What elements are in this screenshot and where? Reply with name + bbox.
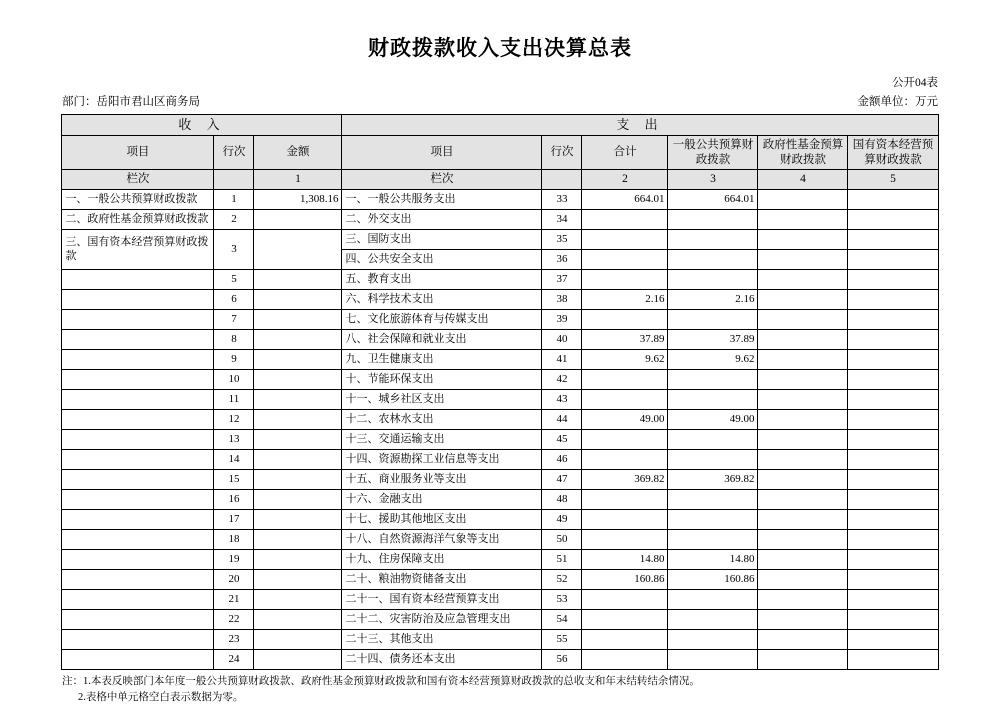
income-line-no: 12 [214,410,254,430]
expense-general: 37.89 [668,330,758,350]
expense-line-no: 41 [542,350,582,370]
expense-fund [758,470,848,490]
expense-capital [848,190,938,210]
header-income-line-no: 行次 [214,136,254,170]
expense-total [582,530,668,550]
table-row [62,650,938,670]
income-amount [254,230,342,270]
expense-item: 五、教育支出 [342,270,542,290]
expense-total: 664.01 [582,190,668,210]
expense-total [582,310,668,330]
expense-general [668,270,758,290]
table-row [62,630,938,650]
expense-fund [758,390,848,410]
expense-line-no: 34 [542,210,582,230]
income-amount [254,570,342,590]
expense-item: 二十、粮油物资储备支出 [342,570,542,590]
expense-line-no: 36 [542,250,582,270]
table-row [62,350,938,370]
department-label: 部门：岳阳市君山区商务局 [62,96,200,108]
expense-line-no: 33 [542,190,582,210]
expense-item: 十八、自然资源海洋气象等支出 [342,530,542,550]
expense-item: 十一、城乡社区支出 [342,390,542,410]
table-row [62,410,938,430]
table-row [62,450,938,470]
document-meta [0,74,1000,114]
income-amount [254,630,342,650]
expense-line-no: 55 [542,630,582,650]
income-item [62,630,214,650]
income-line-no: 6 [214,290,254,310]
expense-line-no: 51 [542,550,582,570]
expense-fund [758,650,848,670]
expense-item: 八、社会保障和就业支出 [342,330,542,350]
expense-item: 二、外交支出 [342,210,542,230]
expense-fund [758,350,848,370]
income-item [62,570,214,590]
expense-item: 二十四、债务还本支出 [342,650,542,670]
income-item [62,510,214,530]
income-line-no: 11 [214,390,254,410]
col-label-income: 栏次 [62,170,214,190]
expense-line-no: 53 [542,590,582,610]
expense-line-no: 54 [542,610,582,630]
expense-fund [758,330,848,350]
expense-capital [848,650,938,670]
expense-fund [758,270,848,290]
header-expense-total: 合计 [582,136,668,170]
expense-capital [848,530,938,550]
expense-total [582,650,668,670]
expense-item: 十、节能环保支出 [342,370,542,390]
expense-capital [848,330,938,350]
income-line-no: 24 [214,650,254,670]
expense-capital [848,490,938,510]
expense-fund [758,510,848,530]
expense-item: 十九、住房保障支出 [342,550,542,570]
col-number-expense-general: 3 [668,170,758,190]
group-header-income: 收 入 [62,115,342,136]
table-row [62,490,938,510]
col-blank-income-line [214,170,254,190]
table-row [62,330,938,350]
expense-general: 14.80 [668,550,758,570]
table-row [62,590,938,610]
expense-total [582,590,668,610]
expense-capital [848,570,938,590]
income-item [62,490,214,510]
expense-line-no: 37 [542,270,582,290]
expense-capital [848,610,938,630]
income-line-no: 8 [214,330,254,350]
income-item: 三、国有资本经营预算财政拨款 [62,230,214,270]
income-amount [254,510,342,530]
income-amount [254,550,342,570]
expense-capital [848,430,938,450]
expense-item: 四、公共安全支出 [342,250,542,270]
expense-item: 一、一般公共服务支出 [342,190,542,210]
income-item [62,550,214,570]
income-line-no: 15 [214,470,254,490]
income-amount [254,310,342,330]
header-income-amount: 金额 [254,136,342,170]
expense-general [668,530,758,550]
table-notes [62,674,938,706]
income-item [62,470,214,490]
table-row [62,370,938,390]
expense-capital [848,210,938,230]
expense-total [582,370,668,390]
group-header-expense: 支 出 [342,115,938,136]
expense-general: 2.16 [668,290,758,310]
table-row [62,190,938,210]
income-item [62,530,214,550]
expense-fund [758,250,848,270]
col-number-income-amount: 1 [254,170,342,190]
expense-total [582,610,668,630]
col-blank-expense-line [542,170,582,190]
expense-item: 六、科学技术支出 [342,290,542,310]
income-amount [254,290,342,310]
expense-fund [758,230,848,250]
expense-line-no: 52 [542,570,582,590]
income-amount [254,210,342,230]
expense-general [668,490,758,510]
income-item [62,590,214,610]
table-row [62,390,938,410]
expense-fund [758,490,848,510]
expense-general [668,230,758,250]
table-row [62,610,938,630]
expense-total: 14.80 [582,550,668,570]
income-amount [254,270,342,290]
header-expense-item: 项目 [342,136,542,170]
income-line-no: 21 [214,590,254,610]
income-line-no: 3 [214,230,254,270]
expense-general [668,210,758,230]
expense-general: 49.00 [668,410,758,430]
expense-item: 十五、商业服务业等支出 [342,470,542,490]
expense-item: 十七、援助其他地区支出 [342,510,542,530]
expense-total [582,430,668,450]
income-amount [254,650,342,670]
expense-capital [848,590,938,610]
header-expense-general-public: 一般公共预算财政拨款 [668,136,758,170]
expense-general [668,310,758,330]
expense-line-no: 48 [542,490,582,510]
expense-item: 十二、农林水支出 [342,410,542,430]
expense-general [668,630,758,650]
expense-item: 七、文化旅游体育与传媒支出 [342,310,542,330]
income-line-no: 13 [214,430,254,450]
income-item: 二、政府性基金预算财政拨款 [62,210,214,230]
expense-line-no: 38 [542,290,582,310]
expense-general: 664.01 [668,190,758,210]
expense-capital [848,310,938,330]
income-amount [254,330,342,350]
table-row [62,470,938,490]
income-line-no: 19 [214,550,254,570]
expense-fund [758,530,848,550]
table-row [62,430,938,450]
expense-general [668,250,758,270]
expense-line-no: 42 [542,370,582,390]
income-amount [254,430,342,450]
expense-fund [758,590,848,610]
note-line-1: 注：1.本表反映部门本年度一般公共预算财政拨款、政府性基金预算财政拨款和国有资本经营预算财政拨款的总收支和年末结转结余情况。 [62,676,700,687]
expense-fund [758,410,848,430]
table-column-header-row [62,136,938,170]
header-income-item: 项目 [62,136,214,170]
expense-general [668,650,758,670]
table-row [62,570,938,590]
income-item [62,450,214,470]
expense-item: 十六、金融支出 [342,490,542,510]
expense-capital [848,630,938,650]
col-label-expense: 栏次 [342,170,542,190]
col-number-expense-capital: 5 [848,170,938,190]
expense-capital [848,270,938,290]
income-line-no: 10 [214,370,254,390]
income-item [62,610,214,630]
expense-item: 二十二、灾害防治及应急管理支出 [342,610,542,630]
expense-capital [848,410,938,430]
expense-fund [758,190,848,210]
income-item [62,410,214,430]
income-amount [254,490,342,510]
expense-total [582,510,668,530]
expense-line-no: 56 [542,650,582,670]
expense-fund [758,370,848,390]
expense-total [582,210,668,230]
expense-capital [848,230,938,250]
income-item [62,370,214,390]
income-item [62,350,214,370]
expense-general [668,450,758,470]
expense-line-no: 50 [542,530,582,550]
income-item [62,650,214,670]
income-amount [254,370,342,390]
expense-line-no: 45 [542,430,582,450]
expense-total [582,450,668,470]
income-line-no: 20 [214,570,254,590]
expense-line-no: 49 [542,510,582,530]
amount-unit-note: 金额单位：万元 [857,96,938,108]
expense-total [582,270,668,290]
income-line-no: 14 [214,450,254,470]
expense-line-no: 35 [542,230,582,250]
expense-general [668,430,758,450]
income-item [62,310,214,330]
expense-line-no: 40 [542,330,582,350]
income-amount [254,390,342,410]
income-amount [254,610,342,630]
expense-capital [848,250,938,270]
expense-item: 二十三、其他支出 [342,630,542,650]
expense-capital [848,510,938,530]
expense-item: 九、卫生健康支出 [342,350,542,370]
income-item [62,290,214,310]
header-expense-gov-fund: 政府性基金预算财政拨款 [758,136,848,170]
form-code: 公开04表 [892,77,938,89]
table-row [62,510,938,530]
expense-total [582,390,668,410]
expense-fund [758,570,848,590]
table-row [62,530,938,550]
income-amount [254,590,342,610]
expense-item: 十三、交通运输支出 [342,430,542,450]
table-row [62,290,938,310]
expense-line-no: 46 [542,450,582,470]
income-line-no: 7 [214,310,254,330]
table-row [62,210,938,230]
income-item [62,390,214,410]
expense-fund [758,430,848,450]
income-amount [254,410,342,430]
expense-capital [848,370,938,390]
income-amount: 1,308.16 [254,190,342,210]
expense-general: 9.62 [668,350,758,370]
note-line-2: 2.表格中单元格空白表示数据为零。 [78,691,244,703]
expense-general [668,390,758,410]
table-row [62,270,938,290]
financial-table [61,114,938,670]
expense-capital [848,550,938,570]
col-number-expense-total: 2 [582,170,668,190]
expense-capital [848,450,938,470]
expense-total [582,490,668,510]
expense-capital [848,390,938,410]
expense-line-no: 43 [542,390,582,410]
header-expense-state-capital: 国有资本经营预算财政拨款 [848,136,938,170]
income-line-no: 18 [214,530,254,550]
income-line-no: 22 [214,610,254,630]
expense-line-no: 47 [542,470,582,490]
income-line-no: 9 [214,350,254,370]
expense-fund [758,450,848,470]
expense-total: 2.16 [582,290,668,310]
expense-fund [758,610,848,630]
expense-total: 49.00 [582,410,668,430]
expense-fund [758,210,848,230]
table-row [62,550,938,570]
expense-total: 37.89 [582,330,668,350]
income-line-no: 17 [214,510,254,530]
expense-general [668,510,758,530]
page-title: 财政拨款收入支出决算总表 [368,36,632,60]
expense-item: 十四、资源勘探工业信息等支出 [342,450,542,470]
expense-line-no: 44 [542,410,582,430]
expense-total [582,250,668,270]
expense-total: 369.82 [582,470,668,490]
expense-capital [848,470,938,490]
table-column-number-row [62,170,938,190]
income-item: 一、一般公共预算财政拨款 [62,190,214,210]
expense-line-no: 39 [542,310,582,330]
income-amount [254,350,342,370]
income-line-no: 5 [214,270,254,290]
income-amount [254,450,342,470]
income-amount [254,530,342,550]
col-number-expense-fund: 4 [758,170,848,190]
expense-total: 160.86 [582,570,668,590]
income-item [62,270,214,290]
expense-total: 9.62 [582,350,668,370]
expense-total [582,630,668,650]
table-group-header-row [62,115,938,136]
income-item [62,430,214,450]
income-line-no: 1 [214,190,254,210]
expense-fund [758,310,848,330]
expense-capital [848,350,938,370]
expense-general: 160.86 [668,570,758,590]
income-line-no: 16 [214,490,254,510]
income-line-no: 23 [214,630,254,650]
income-amount [254,470,342,490]
table-row [62,310,938,330]
expense-general: 369.82 [668,470,758,490]
expense-item: 二十一、国有资本经营预算支出 [342,590,542,610]
expense-general [668,370,758,390]
expense-general [668,590,758,610]
expense-fund [758,630,848,650]
expense-capital [848,290,938,310]
expense-general [668,610,758,630]
expense-total [582,230,668,250]
expense-fund [758,550,848,570]
income-line-no: 2 [214,210,254,230]
income-item [62,330,214,350]
header-expense-line-no: 行次 [542,136,582,170]
table-row [62,230,938,250]
expense-fund [758,290,848,310]
expense-item: 三、国防支出 [342,230,542,250]
